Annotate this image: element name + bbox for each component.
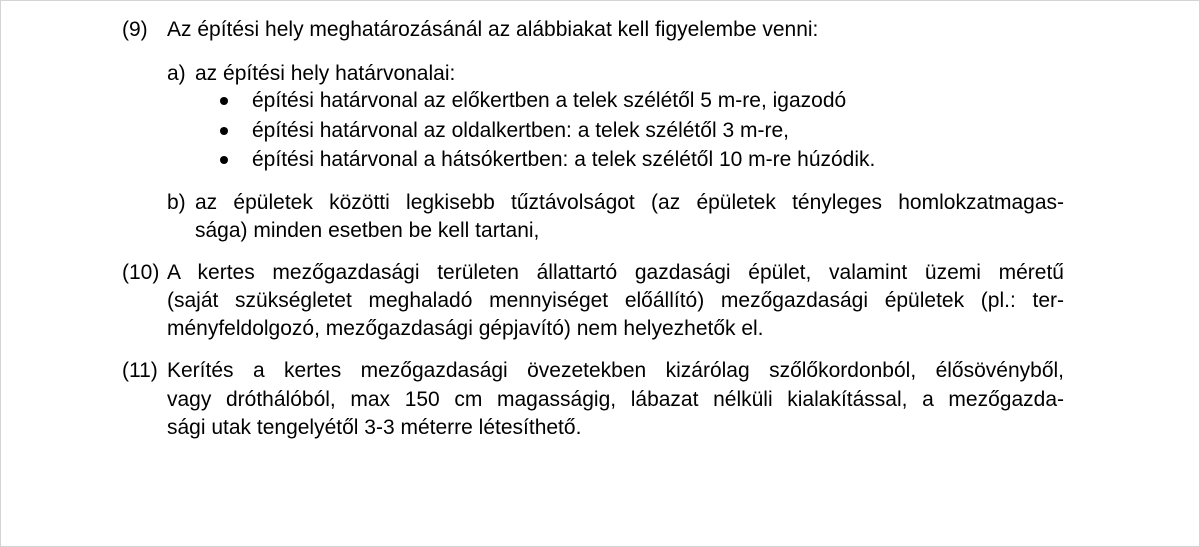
paragraph-9-text: Az építési hely meghatározásánál az alábbiakat kell figyelembe venni: xyxy=(167,18,819,41)
paragraph-11-number: (11) xyxy=(122,359,158,382)
paragraph-11-line-1: Kerítés a kertes mezőgazdasági övezetekben kizárólag szőlőkordonból, élősövényből, xyxy=(167,359,1064,382)
bullet-dot xyxy=(220,97,228,105)
paragraph-10-line-1: A kertes mezőgazdasági területen állattartó gazdasági épület, valamint üzemi méretű xyxy=(167,261,1064,284)
bullet-item-3: építési határvonal a hátsókertben: a telek szélétől 10 m-re húzódik. xyxy=(252,148,876,171)
bullet-item-1: építési határvonal az előkertben a telek szélétől 5 m-re, igazodó xyxy=(252,89,847,112)
bullet-dot xyxy=(220,156,228,164)
paragraph-10-line-3: ményfeldolgozó, mezőgazdasági gépjavító) nem helyezhetők el. xyxy=(167,317,764,340)
bullet-dot xyxy=(220,127,228,135)
paragraph-10-number: (10) xyxy=(122,261,160,284)
paragraph-9-number: (9) xyxy=(122,18,148,41)
paragraph-11-line-3: sági utak tengelyétől 3-3 méterre létesíthető. xyxy=(167,416,582,439)
item-a-label: a) xyxy=(167,62,186,85)
item-b-line-1: az épületek közötti legkisebb tűztávolságot (az épületek tényleges homlokzatmagas- xyxy=(195,191,1064,214)
paragraph-11-line-2: vagy dróthálóból, max 150 cm magasságig, lábazat nélküli kialakítással, a mezőgazda- xyxy=(167,388,1064,411)
item-b-label: b) xyxy=(167,191,186,214)
bullet-item-2: építési határvonal az oldalkertben: a telek szélétől 3 m-re, xyxy=(252,119,789,142)
item-b-line-2: sága) minden esetben be kell tartani, xyxy=(195,219,540,242)
item-a-text: az építési hely határvonalai: xyxy=(195,62,456,85)
paragraph-10-line-2: (saját szükségletet meghaladó mennyiséget előállító) mezőgazdasági épületek (pl.: ter- xyxy=(167,289,1064,312)
